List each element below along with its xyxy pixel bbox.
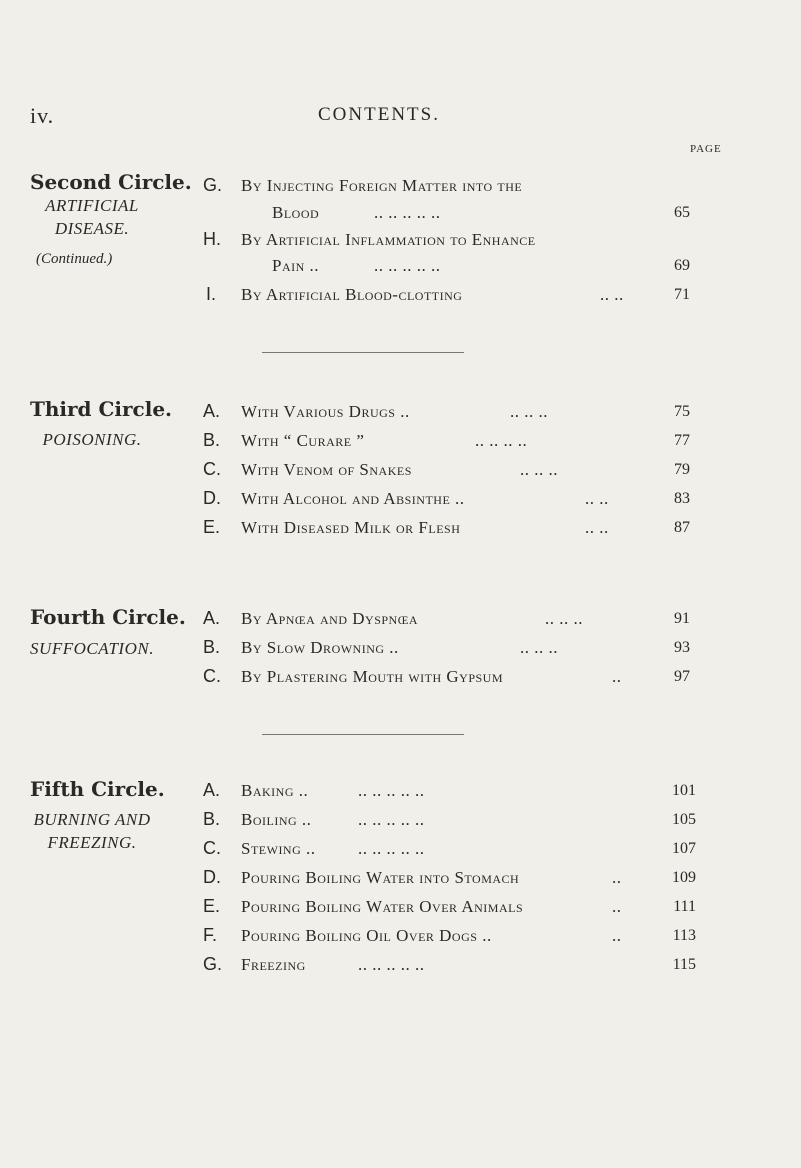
entry-title: With Venom of Snakes: [241, 460, 412, 479]
continued-note: (Continued.): [36, 251, 113, 267]
section-divider: [262, 352, 464, 353]
entry-title: By Injecting Foreign Matter into the: [241, 176, 523, 195]
circle-topic-second: ARTIFICIAL DISEASE.: [45, 196, 139, 238]
circle-heading-fourth: Fourth Circle.: [30, 605, 186, 629]
page-ref: 105: [672, 811, 696, 828]
dot-leaders: ..: [612, 868, 622, 887]
entry-letter: D.: [203, 867, 221, 887]
dot-leaders: .. .. .. .. ..: [358, 839, 425, 858]
entry-letter: B.: [203, 430, 221, 450]
entry-title: By Plastering Mouth with Gypsum: [241, 667, 504, 686]
entry-letter: A.: [203, 780, 221, 800]
entry-title: By Slow Drowning ..: [241, 638, 399, 657]
dot-leaders: .. .. .. ..: [475, 431, 528, 450]
page-ref: 69: [674, 257, 690, 274]
entry-letter: B.: [203, 809, 221, 829]
entry-title: Baking ..: [241, 781, 309, 800]
page-ref: 115: [672, 956, 696, 973]
page-column-label: PAGE: [690, 143, 722, 155]
page-ref: 93: [674, 639, 690, 656]
page-ref: 113: [672, 927, 696, 944]
entry-letter: C.: [203, 459, 221, 479]
dot-leaders: .. .. .. .. ..: [374, 203, 441, 222]
entry-letter: G.: [203, 954, 223, 974]
dot-leaders: .. .. ..: [520, 460, 558, 479]
circle-topic-fourth: SUFFOCATION.: [30, 639, 154, 658]
dot-leaders: ..: [612, 897, 622, 916]
entry-title: By Artificial Inflammation to Enhance: [241, 230, 536, 249]
entry-title: With Various Drugs ..: [241, 402, 410, 421]
section-divider: [262, 734, 464, 735]
page-ref: 79: [674, 461, 690, 478]
entry-title: Pouring Boiling Water into Stomach: [241, 868, 520, 887]
page-ref: 97: [674, 668, 690, 685]
page-ref: 65: [674, 204, 690, 221]
entry-letter: H.: [203, 229, 221, 249]
entry-title: Pouring Boiling Water Over Animals: [241, 897, 524, 916]
dot-leaders: .. .. .. .. ..: [358, 810, 425, 829]
dot-leaders: ..: [612, 667, 622, 686]
entry-title: By Apnœa and Dyspnœa: [241, 609, 419, 628]
circle-heading-fifth: Fifth Circle.: [30, 777, 165, 801]
page-number: iv.: [30, 103, 55, 128]
page-ref: 101: [672, 782, 696, 799]
dot-leaders: .. ..: [585, 489, 609, 508]
dot-leaders: .. .. .. .. ..: [374, 256, 441, 275]
entry-letter: D.: [203, 488, 221, 508]
entry-letter: C.: [203, 666, 221, 686]
entry-title: With “ Curare ”: [241, 431, 365, 450]
dot-leaders: .. .. .. .. ..: [358, 781, 425, 800]
page-ref: 75: [674, 403, 690, 420]
dot-leaders: .. ..: [600, 285, 624, 304]
entry-letter: E.: [203, 517, 221, 537]
page-ref: 83: [674, 490, 690, 507]
entry-letter: I.: [206, 284, 217, 304]
entry-letter: E.: [203, 896, 221, 916]
entry-letter: B.: [203, 637, 221, 657]
entry-title: By Artificial Blood-clotting: [241, 285, 463, 304]
page-ref: 107: [672, 840, 696, 857]
entry-title: With Alcohol and Absinthe ..: [241, 489, 465, 508]
entry-letter: A.: [203, 608, 221, 628]
entry-letter: C.: [203, 838, 221, 858]
page-title: CONTENTS.: [318, 104, 440, 125]
entry-title-continued: Pain ..: [272, 256, 320, 275]
dot-leaders: .. .. ..: [545, 609, 583, 628]
entry-title: Boiling ..: [241, 810, 312, 829]
dot-leaders: .. .. ..: [510, 402, 548, 421]
circle-topic-fifth: BURNING AND FREEZING.: [33, 810, 151, 852]
entry-letter: G.: [203, 175, 223, 195]
entry-letter: F.: [203, 925, 218, 945]
circle-heading-third: Third Circle.: [30, 397, 173, 421]
dot-leaders: .. ..: [585, 518, 609, 537]
circle-heading-second: Second Circle.: [30, 170, 192, 194]
dot-leaders: ..: [612, 926, 622, 945]
entry-letter: A.: [203, 401, 221, 421]
entry-title: Stewing ..: [241, 839, 316, 858]
page-ref: 77: [674, 432, 690, 449]
page-ref: 111: [673, 898, 696, 915]
circle-topic-third: POISONING.: [42, 430, 142, 449]
dot-leaders: .. .. .. .. ..: [358, 955, 425, 974]
entry-title: Freezing: [241, 955, 306, 974]
entry-title: Pouring Boiling Oil Over Dogs ..: [241, 926, 492, 945]
entry-title-continued: Blood: [272, 203, 320, 222]
entry-title: With Diseased Milk or Flesh: [241, 518, 461, 537]
page-ref: 91: [674, 610, 690, 627]
dot-leaders: .. .. ..: [520, 638, 558, 657]
page-ref: 87: [674, 519, 690, 536]
page-ref: 109: [672, 869, 696, 886]
page-ref: 71: [674, 286, 690, 303]
